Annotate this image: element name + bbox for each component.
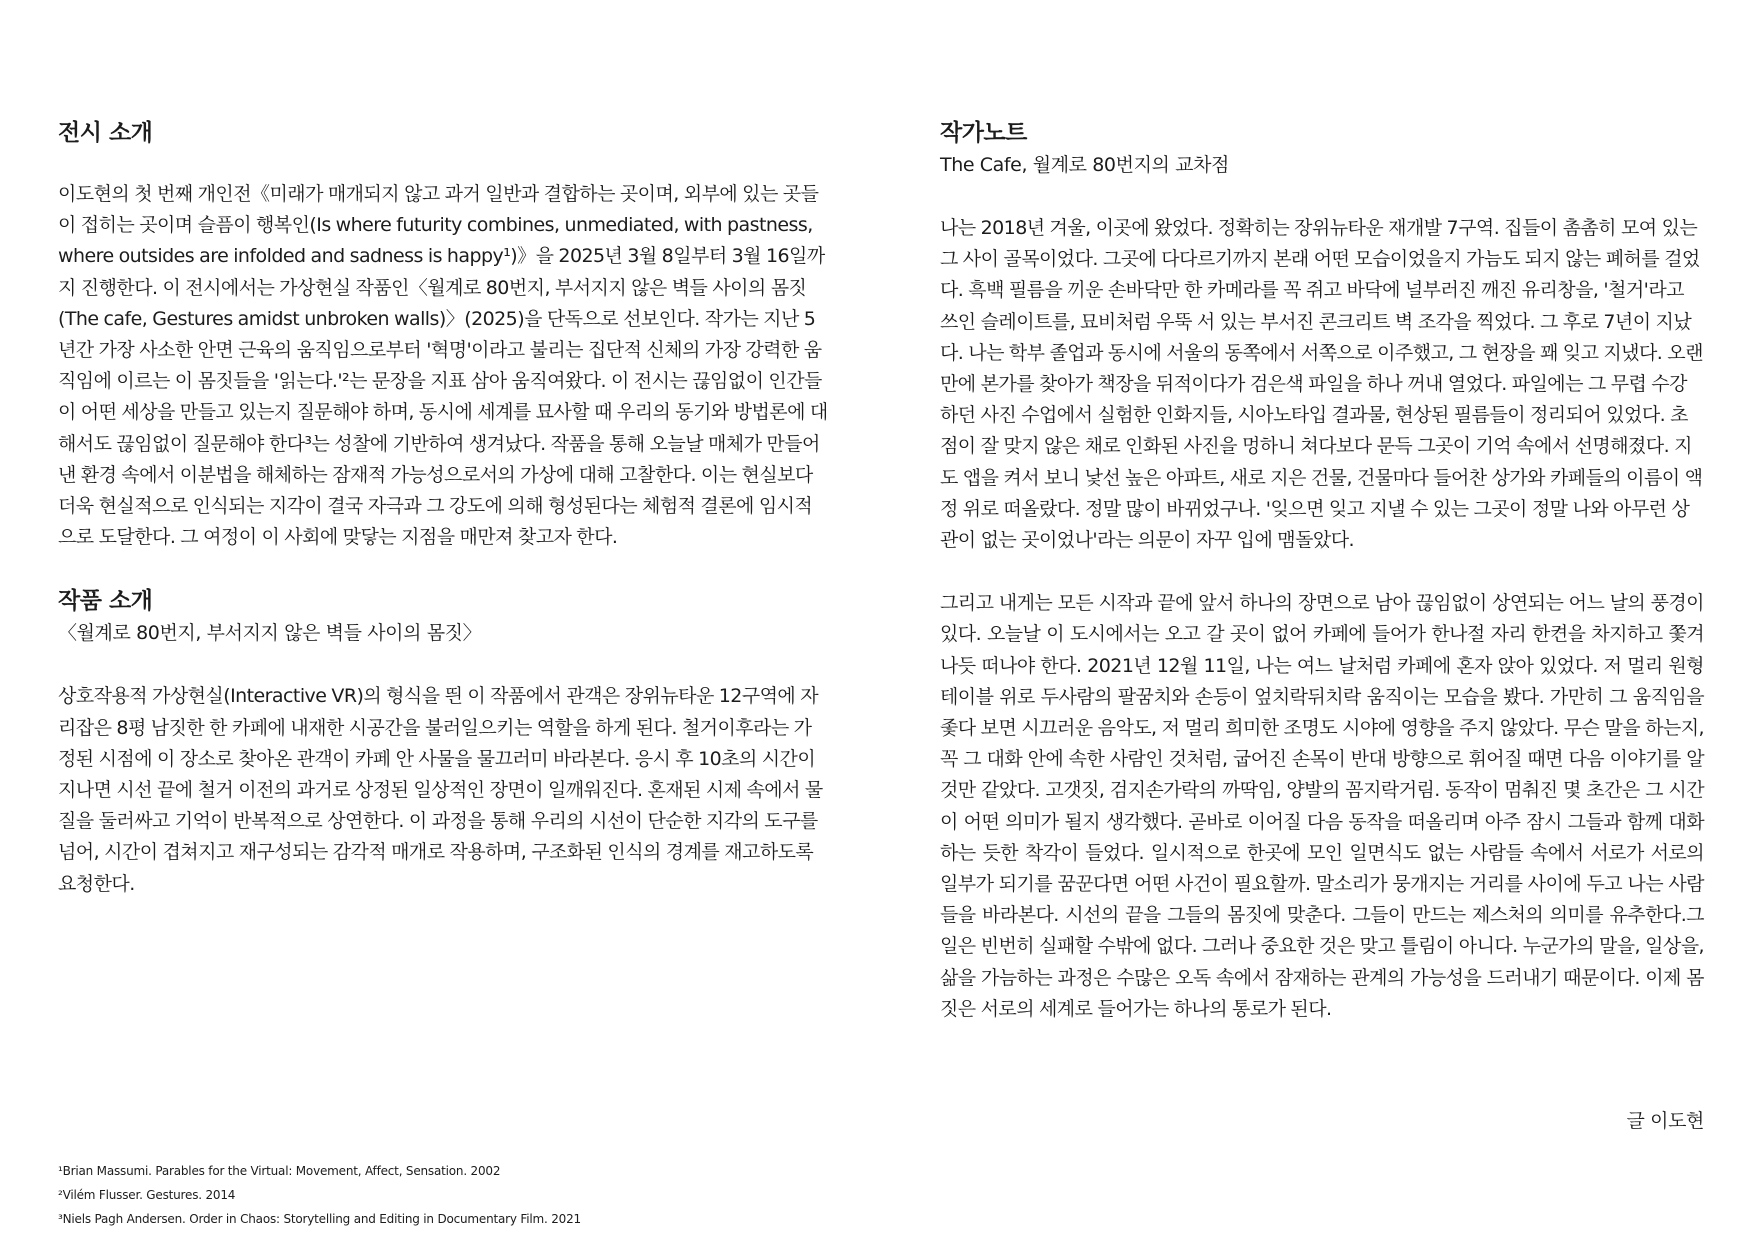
artist-note-paragraph-1: 나는 2018년 겨울, 이곳에 왔었다. 정확히는 장위뉴타운 재개발 7구역. 집들이 촘촘히 모여 있는 그 사이 골목이었다. 그곳에 다다르기까지 본래 어떤 모습이었을지 가늠도 되지 않는 폐허를 걸었다. 흑백 필름을 끼운 손바닥만 한 카메라를 꼭 쥐고 바닥에 널부러진 깨진 유리창을, '철거'라고 쓰인 슬레이트를, 묘비처럼 우뚝 서 있는 부서진 콘크리트 벽 조각을 찍었다. 그 후로 7년이 지났다. 나는 학부 졸업과 동시에 서울의 동쪽에서 서쪽으로 이주했고, 그 현장을 꽤 잊고 지냈다. 오랜만에 본가를 찾아가 책장을 뒤적이다가 검은색 파일을 하나 꺼내 열었다. 파일에는 그 무렵 수강하던 사진 수업에서 실험한 인화지들, 시아노타입 결과물, 현상된 필름들이 정리되어 있었다. 초점이 잘 맞지 않은 채로 인화된 사진을 멍하니 쳐다보다 문득 그곳이 기억 속에서 선명해졌다. 지도 앱을 켜서 보니 낯선 높은 아파트, 새로 지은 건물, 건물마다 들어찬 상가와 카페들의 이름이 액정 위로 떠올랐다. 정말 많이 바뀌었구나. '잊으면 잊고 지낼 수 있는 그곳이 정말 나와 아무런 상관이 없는 곳이었나'라는 의문이 자꾸 입에 맴돌았다. bbox=[940, 217, 1703, 552]
left-column bbox=[58, 117, 828, 900]
work-intro-heading: 작품 소개 bbox=[58, 588, 153, 615]
artist-note-paragraph-2: 그리고 내게는 모든 시작과 끝에 앞서 하나의 장면으로 남아 끊임없이 상연되는 어느 날의 풍경이 있다. 오늘날 이 도시에서는 오고 갈 곳이 없어 카페에 들어가 한나절 자리 한켠을 차지하고 쫓겨나듯 떠나야 한다. 2021년 12월 11일, 나는 여느 날처럼 카페에 혼자 앉아 있었다. 저 멀리 원형 테이블 위로 두사람의 팔꿈치와 손등이 엎치락뒤치락 움직이는 모습을 봤다. 가만히 그 움직임을 좇다 보면 시끄러운 음악도, 저 멀리 희미한 조명도 시야에 영향을 주지 않았다. 무슨 말을 하는지, 꼭 그 대화 안에 속한 사람인 것처럼, 굽어진 손목이 반대 방향으로 휘어질 때면 다음 이야기를 알 것만 같았다. 고갯짓, 검지손가락의 까딱임, 양발의 꼼지락거림. 동작이 멈춰진 몇 초간은 그 시간이 어떤 의미가 될지 생각했다. 곧바로 이어질 다음 동작을 떠올리며 아주 잠시 그들과 함께 대화하는 듯한 착각이 들었다. 일시적으로 한곳에 모인 일면식도 없는 사람들 속에서 서로가 서로의 일부가 되기를 꿈꾼다면 어떤 사건이 필요할까. 말소리가 뭉개지는 거리를 사이에 두고 나는 사람들을 바라본다. 시선의 끝을 그들의 몸짓에 맞춘다. 그들이 만드는 제스처의 의미를 유추한다.그 일은 빈번히 실패할 수밖에 없다. 그러나 중요한 것은 맞고 틀림이 아니다. 누군가의 말을, 일상을, 삶을 가늠하는 과정은 수많은 오독 속에서 잠재하는 관계의 가능성을 드러내기 때문이다. 이제 몸짓은 서로의 세계로 들어가는 하나의 통로가 된다. bbox=[940, 592, 1704, 1020]
footnotes bbox=[58, 1159, 958, 1231]
work-intro-body: 상호작용적 가상현실(Interactive VR)의 형식을 띈 이 작품에서 관객은 장위뉴타운 12구역에 자리잡은 8평 남짓한 한 카페에 내재한 시공간을 불러일으키는 역할을 하게 된다. 철거이후라는 가정된 시점에 이 장소로 찾아온 관객이 카페 안 사물을 물끄러미 바라본다. 응시 후 10초의 시간이 지나면 시선 끝에 철거 이전의 과거로 상정된 일상적인 장면이 일깨워진다. 혼재된 시제 속에서 물질을 둘러싸고 기억이 반복적으로 상연한다. 이 과정을 통해 우리의 시선이 단순한 지각의 도구를 넘어, 시간이 겹쳐지고 재구성되는 감각적 매개로 작용하며, 구조화된 인식의 경계를 재고하도록 요청한다. bbox=[58, 685, 823, 895]
right-column bbox=[940, 117, 1704, 1025]
work-title: 〈월계로 80번지, 부서지지 않은 벽들 사이의 몸짓〉 bbox=[58, 622, 482, 645]
author-signature: 글 이도현 bbox=[1626, 1110, 1704, 1132]
artist-note-heading: 작가노트 bbox=[940, 120, 1027, 146]
artist-note-subtitle: The Cafe, 월계로 80번지의 교차점 bbox=[940, 154, 1229, 176]
exhibition-intro-body: 이도현의 첫 번째 개인전《미래가 매개되지 않고 과거 일반과 결합하는 곳이며, 외부에 있는 곳들이 접히는 곳이며 슬픔이 행복인(Is where futurity combines, unmediated, with pastness, where outsides are infolded and sadness is happy¹)》을 2025년 3월 8일부터 3월 16일까지 진행한다. 이 전시에서는 가상현실 작품인〈월계로 80번지, 부서지지 않은 벽들 사이의 몸짓(The cafe, Gestures amidst unbroken walls)〉(2025)을 단독으로 선보인다. 작가는 지난 5년간 가장 사소한 안면 근육의 움직임으로부터 '혁명'이라고 불리는 집단적 신체의 가장 강력한 움직임에 이르는 이 몸짓들을 '읽는다.'²는 문장을 지표 삼아 움직여왔다. 이 전시는 끊임없이 인간들이 어떤 세상을 만들고 있는지 질문해야 하며, 동시에 세계를 묘사할 때 우리의 동기와 방법론에 대해서도 끊임없이 질문해야 한다³는 성찰에 기반하여 생겨났다. 작품을 통해 오늘날 매체가 만들어낸 환경 속에서 이분법을 해체하는 잠재적 가능성으로서의 가상에 대해 고찰한다. 이는 현실보다 더욱 현실적으로 인식되는 지각이 결국 자극과 그 강도에 의해 형성된다는 체험적 결론에 임시적으로 도달한다. 그 여정이 이 사회에 맞닿는 지점을 매만져 찾고자 한다. bbox=[58, 183, 828, 549]
footnote-1: ¹Brian Massumi. Parables for the Virtual: Movement, Affect, Sensation. 2002 bbox=[58, 1164, 501, 1178]
exhibition-intro-heading: 전시 소개 bbox=[58, 120, 153, 146]
footnote-3: ³Niels Pagh Andersen. Order in Chaos: Storytelling and Editing in Documentary Film. 2021 bbox=[58, 1212, 581, 1226]
footnote-2: ²Vilém Flusser. Gestures. 2014 bbox=[58, 1188, 236, 1202]
